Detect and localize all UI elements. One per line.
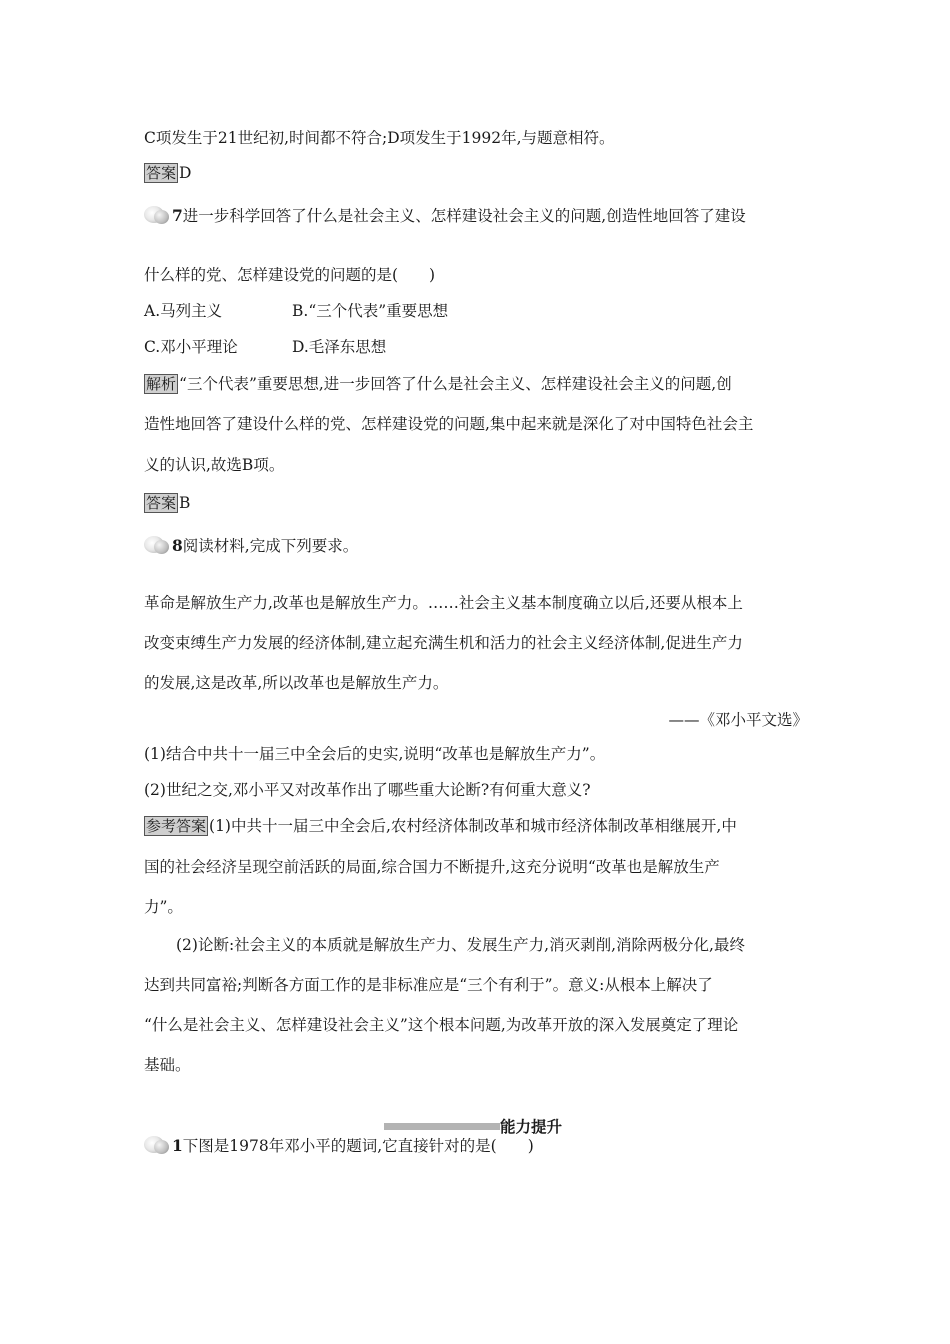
answer-line — [144, 162, 191, 184]
analysis-line — [144, 373, 732, 395]
section-title: 能力提升 — [500, 1118, 563, 1136]
text-line: 基础。 — [144, 1056, 191, 1074]
analysis-tag: 解析 — [146, 375, 177, 393]
sub-question: (1)结合中共十一届三中全会后的史实,说明“改革也是解放生产力”。 — [144, 745, 606, 763]
text-line: 国的社会经济呈现空前活跃的局面,综合国力不断提升,这充分说明“改革也是解放生产 — [144, 858, 720, 876]
answer-value: B — [179, 494, 191, 512]
question-text: 阅读材料,完成下列要求。 — [182, 537, 359, 555]
option-b: B.“三个代表”重要思想 — [292, 302, 449, 320]
option-a: A.马列主义 — [144, 302, 223, 320]
text-line: 义的认识,故选B项。 — [144, 456, 285, 474]
material-line: 改变束缚生产力发展的经济体制,建立起充满生机和活力的社会主义经济体制,促进生产力 — [144, 634, 743, 652]
text-line: 什么样的党、怎样建设党的问题的是( ) — [144, 266, 436, 284]
reference-answer-line — [144, 815, 737, 837]
option-c: C.邓小平理论 — [144, 338, 238, 356]
question-text: 进一步科学回答了什么是社会主义、怎样建设社会主义的问题,创造性地回答了建设 — [182, 207, 746, 225]
analysis-text: “三个代表”重要思想,进一步回答了什么是社会主义、怎样建设社会主义的问题,创 — [179, 375, 732, 393]
text-line: “什么是社会主义、怎样建设社会主义”这个根本问题,为改革开放的深入发展奠定了理论 — [144, 1016, 739, 1034]
answer-line — [144, 492, 190, 514]
question-bullet-icon — [144, 1135, 170, 1155]
question-bullet-icon — [144, 535, 170, 555]
question-text: 下图是1978年邓小平的题词,它直接针对的是( ) — [182, 1137, 534, 1155]
material-line: 的发展,这是改革,所以改革也是解放生产力。 — [144, 674, 449, 692]
question-number: 1 — [172, 1136, 183, 1155]
material-line: 革命是解放生产力,改革也是解放生产力。……社会主义基本制度确立以后,还要从根本上 — [144, 594, 743, 612]
text-line: 造性地回答了建设什么样的党、怎样建设党的问题,集中起来就是深化了对中国特色社会主 — [144, 415, 754, 433]
material-source: ——《邓小平文选》 — [668, 711, 808, 729]
reference-answer-tag: 参考答案 — [146, 817, 207, 835]
section-divider-bar — [384, 1123, 500, 1130]
question-8-line — [144, 535, 358, 557]
text-line: C项发生于21世纪初,时间都不符合;D项发生于1992年,与题意相符。 — [144, 129, 615, 147]
question-1-line — [144, 1135, 534, 1157]
text-line: 力”。 — [144, 898, 183, 916]
answer-tag: 答案 — [146, 494, 177, 512]
question-number: 7 — [172, 206, 183, 225]
text-line: 达到共同富裕;判断各方面工作的是非标准应是“三个有利于”。意义:从根本上解决了 — [144, 976, 713, 994]
sub-question: (2)世纪之交,邓小平又对改革作出了哪些重大论断?有何重大意义? — [144, 781, 591, 799]
answer-tag: 答案 — [146, 164, 177, 182]
option-d: D.毛泽东思想 — [292, 338, 387, 356]
answer-value: D — [179, 164, 192, 182]
question-7-line — [144, 205, 746, 227]
question-bullet-icon — [144, 205, 170, 225]
text-line: (2)论断:社会主义的本质就是解放生产力、发展生产力,消灭剥削,消除两极分化,最终 — [176, 936, 745, 954]
question-number: 8 — [172, 536, 183, 555]
reference-answer-text: (1)中共十一届三中全会后,农村经济体制改革和城市经济体制改革相继展开,中 — [209, 817, 737, 835]
